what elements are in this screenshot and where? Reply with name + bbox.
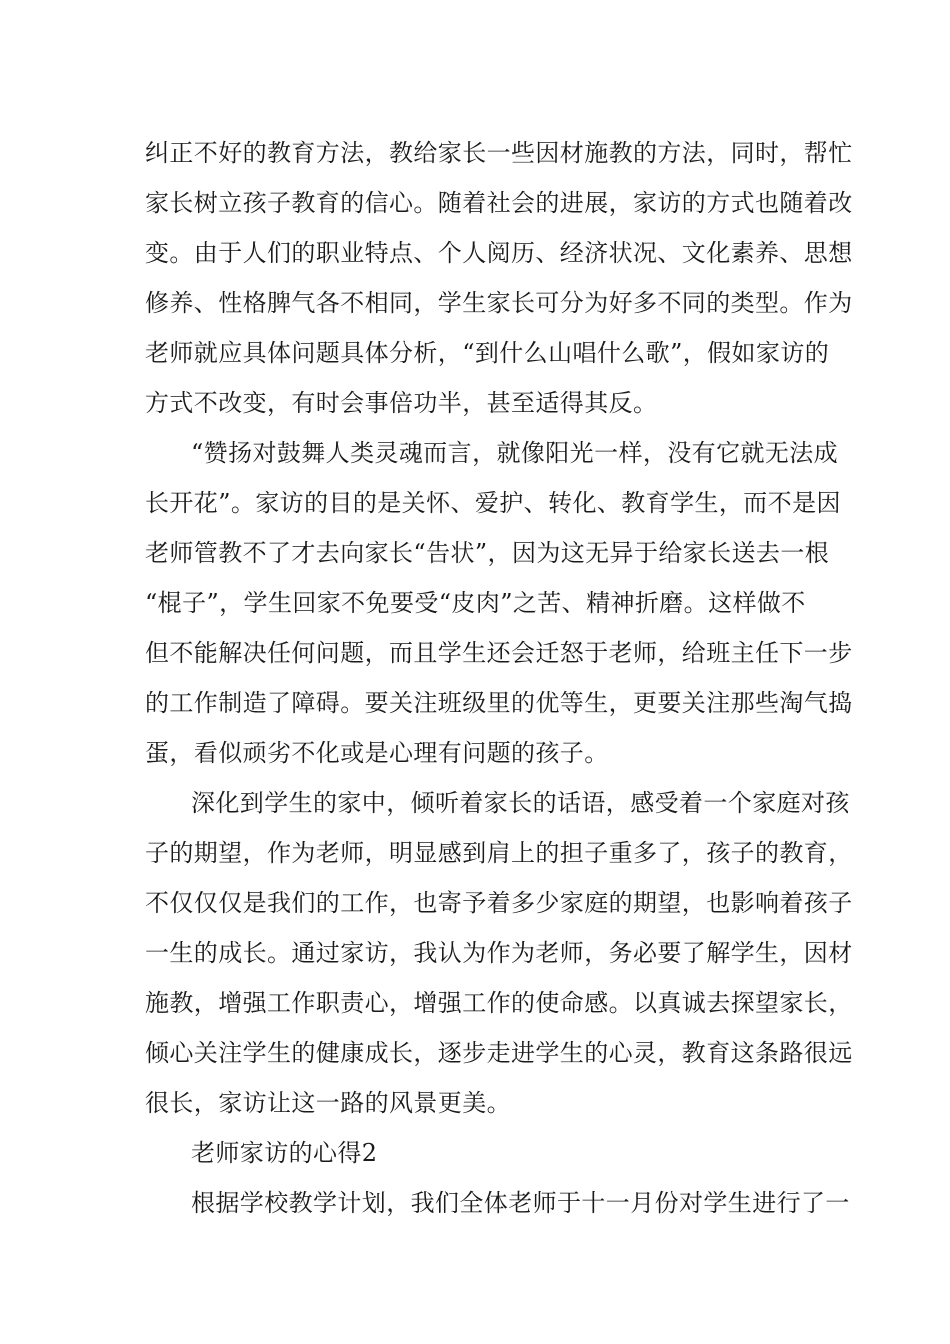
text-line: 长开花”。家访的目的是关怀、爱护、转化、教育学生，而不是因 <box>145 489 841 517</box>
text-line: 方式不改变，有时会事倍功半，甚至适得其反。 <box>145 389 658 417</box>
text-line: 修养、性格脾气各不相同，学生家长可分为好多不同的类型。作为 <box>145 289 853 317</box>
text-line: 老师管教不了才去向家长“告状”，因为这无异于给家长送去一根 <box>145 539 830 567</box>
text-line: 但不能解决任何问题，而且学生还会迁怒于老师，给班主任下一步 <box>145 639 853 667</box>
section-heading: 老师家访的心得2 <box>191 1139 378 1167</box>
text-line: 施教，增强工作职责心，增强工作的使命感。以真诚去探望家长， <box>145 989 853 1017</box>
text-line: 深化到学生的家中，倾听着家长的话语，感受着一个家庭对孩 <box>191 789 850 817</box>
text-line: 很长，家访让这一路的风景更美。 <box>145 1089 511 1117</box>
text-line: 纠正不好的教育方法，教给家长一些因材施教的方法，同时，帮忙 <box>145 139 853 167</box>
text-line: 根据学校教学计划，我们全体老师于十一月份对学生进行了一 <box>191 1189 850 1217</box>
text-line: 老师就应具体问题具体分析，“到什么山唱什么歌”，假如家访的 <box>145 339 830 367</box>
text-line: 蛋，看似顽劣不化或是心理有问题的孩子。 <box>145 739 609 767</box>
text-line: 家长树立孩子教育的信心。随着社会的进展，家访的方式也随着改 <box>145 189 853 217</box>
text-line: 不仅仅仅是我们的工作，也寄予着多少家庭的期望，也影响着孩子 <box>145 889 853 917</box>
text-line: 变。由于人们的职业特点、个人阅历、经济状况、文化素养、思想 <box>145 239 853 267</box>
text-line: “赞扬对鼓舞人类灵魂而言，就像阳光一样，没有它就无法成 <box>191 439 839 467</box>
text-line: “棍子”，学生回家不免要受“皮肉”之苦、精神折磨。这样做不 <box>145 589 806 617</box>
text-line: 的工作制造了障碍。要关注班级里的优等生，更要关注那些淘气捣 <box>145 689 853 717</box>
text-line: 子的期望，作为老师，明显感到肩上的担子重多了，孩子的教育， <box>145 839 853 867</box>
text-line: 一生的成长。通过家访，我认为作为老师，务必要了解学生，因材 <box>145 939 853 967</box>
text-line: 倾心关注学生的健康成长，逐步走进学生的心灵，教育这条路很远 <box>145 1039 853 1067</box>
